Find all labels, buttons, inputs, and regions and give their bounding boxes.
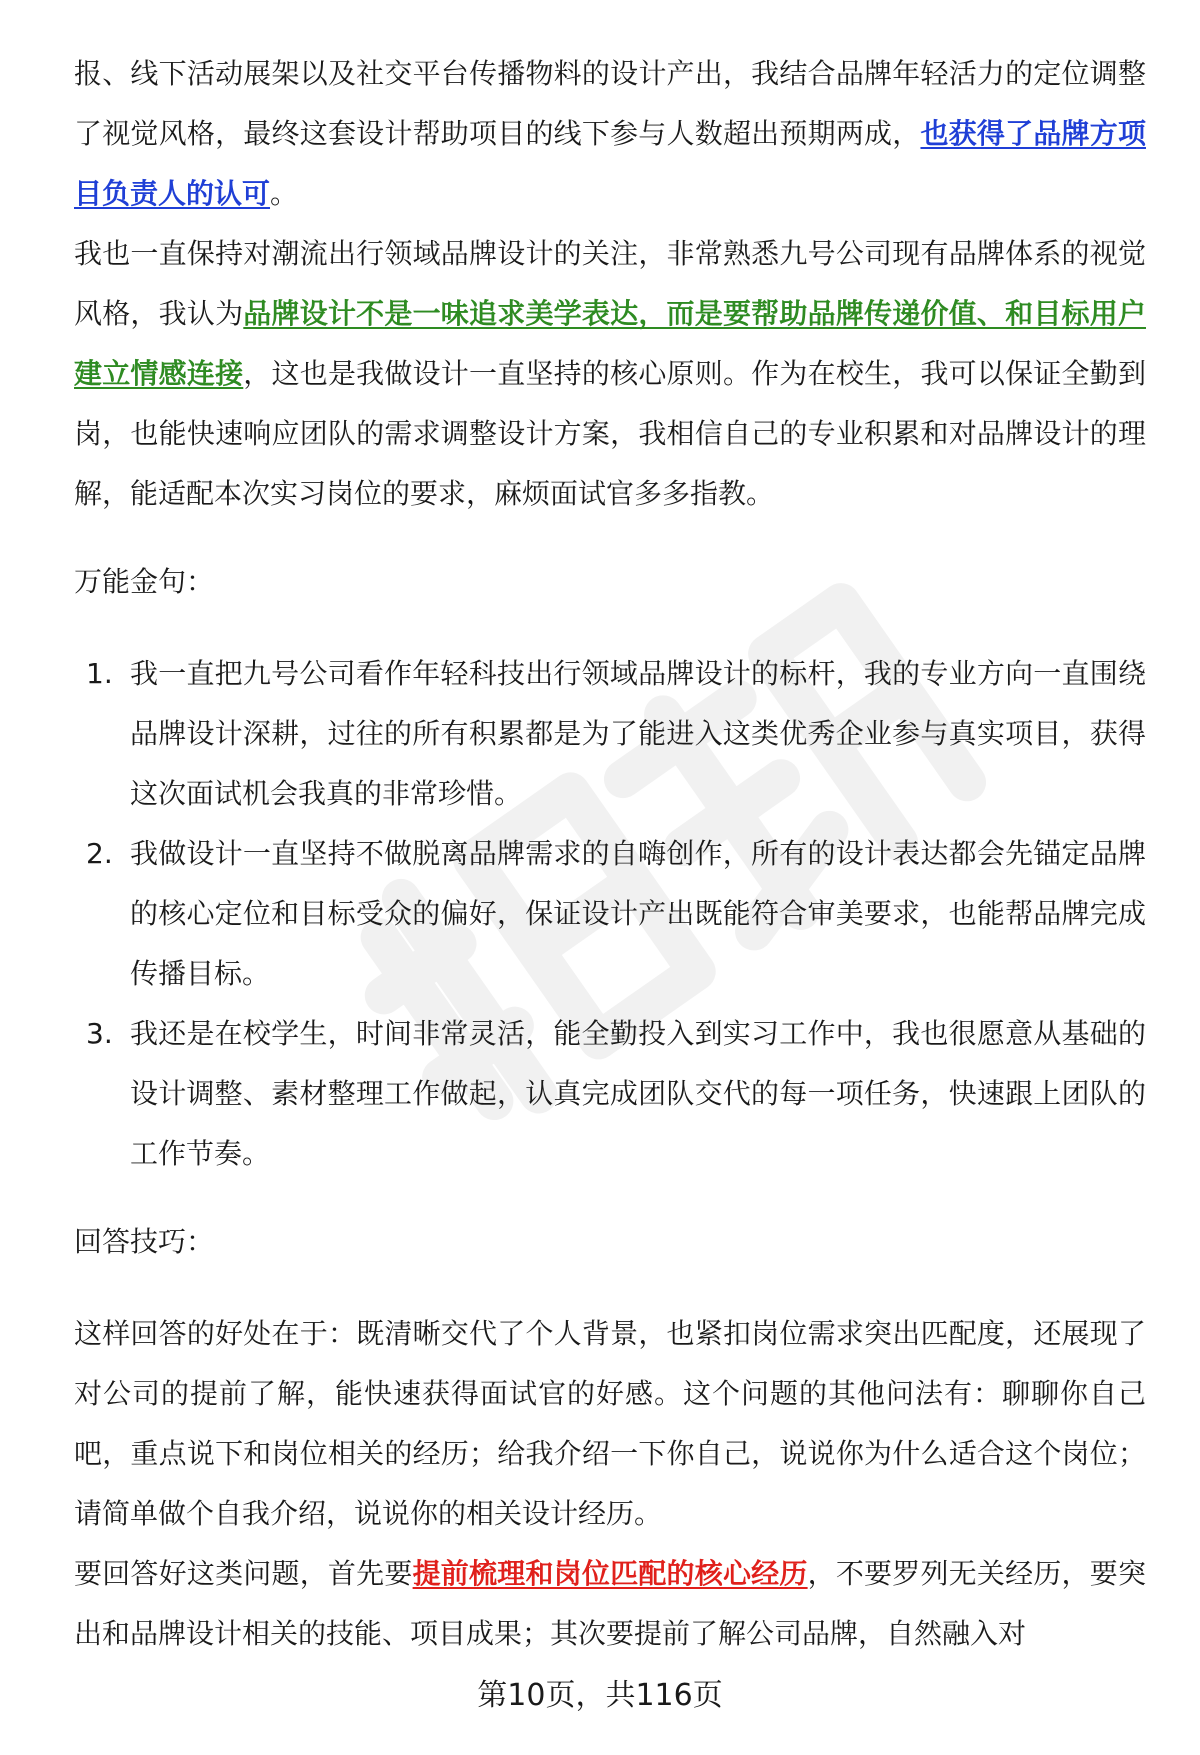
heading-golden-sentences: 万能金句：: [74, 565, 215, 598]
list-number: 2.: [86, 837, 113, 870]
paragraph-project-experience: [74, 44, 1146, 224]
list-number: 3.: [86, 1017, 113, 1050]
highlight-principle: 品牌设计不是一味追求美学表达，而是要帮助品牌传递价值、和目标用户建立情感连接: [74, 297, 1146, 390]
paragraph-head: 要回答好这类问题，首先要: [74, 1557, 413, 1590]
list-item: [74, 824, 1146, 1004]
list-text: 我还是在校学生，时间非常灵活，能全勤投入到实习工作中，我也很愿意从基础的设计调整、素材整理工作做起，认真完成团队交代的每一项任务，快速跟上团队的工作节奏。: [130, 1017, 1146, 1170]
paragraph-head: 我也一直保持对潮流出行领域品牌设计的关注，非常熟悉九号公司现有品牌体系的视觉风格，我认为: [74, 237, 1146, 330]
heading-answer-tips: 回答技巧：: [74, 1225, 215, 1258]
highlight-core-experience: 提前梳理和岗位匹配的核心经历: [412, 1557, 808, 1590]
document-page: [74, 44, 1146, 1664]
paragraph-answer-benefits: 这样回答的好处在于：既清晰交代了个人背景，也紧扣岗位需求突出匹配度，还展现了对公司的提前了解，能快速获得面试官的好感。这个问题的其他问法有：聊聊你自己吧，重点说下和岗位相关的经历；给我介绍一下你自己，说说你为什么适合这个岗位；请简单做个自我介绍，说说你的相关设计经历。: [74, 1317, 1146, 1530]
list-text: 我一直把九号公司看作年轻科技出行领域品牌设计的标杆，我的专业方向一直围绕品牌设计深耕，过往的所有积累都是为了能进入这类优秀企业参与真实项目，获得这次面试机会我真的非常珍惜。: [130, 657, 1146, 810]
paragraph-tail: ，不要罗列无关经历，要突出和品牌设计相关的技能、项目成果；其次要提前了解公司品牌，自然融入对: [74, 1557, 1146, 1650]
list-item: [74, 1004, 1146, 1184]
list-item: [74, 644, 1146, 824]
paragraph-text: 报、线下活动展架以及社交平台传播物料的设计产出，我结合品牌年轻活力的定位调整了视觉风格，最终这套设计帮助项目的线下参与人数超出预期两成，: [74, 57, 1146, 150]
list-text: 我做设计一直坚持不做脱离品牌需求的自嗨创作，所有的设计表达都会先锚定品牌的核心定位和目标受众的偏好，保证设计产出既能符合审美要求，也能帮品牌完成传播目标。: [130, 837, 1146, 990]
list-number: 1.: [86, 657, 113, 690]
paragraph-tail: ，这也是我做设计一直坚持的核心原则。作为在校生，我可以保证全勤到岗，也能快速响应团队的需求调整设计方案，我相信自己的专业积累和对品牌设计的理解，能适配本次实习岗位的要求，麻烦面试官多多指教。: [74, 357, 1146, 510]
paragraph-answer-approach: [74, 1544, 1146, 1664]
page-number-footer: 第10页，共116页: [477, 1678, 723, 1713]
golden-sentences-list: [74, 644, 1146, 1184]
highlight-recognition: 也获得了品牌方项目负责人的认可: [74, 117, 1146, 210]
paragraph-tail: 。: [270, 177, 299, 210]
paragraph-design-principle: [74, 224, 1146, 524]
